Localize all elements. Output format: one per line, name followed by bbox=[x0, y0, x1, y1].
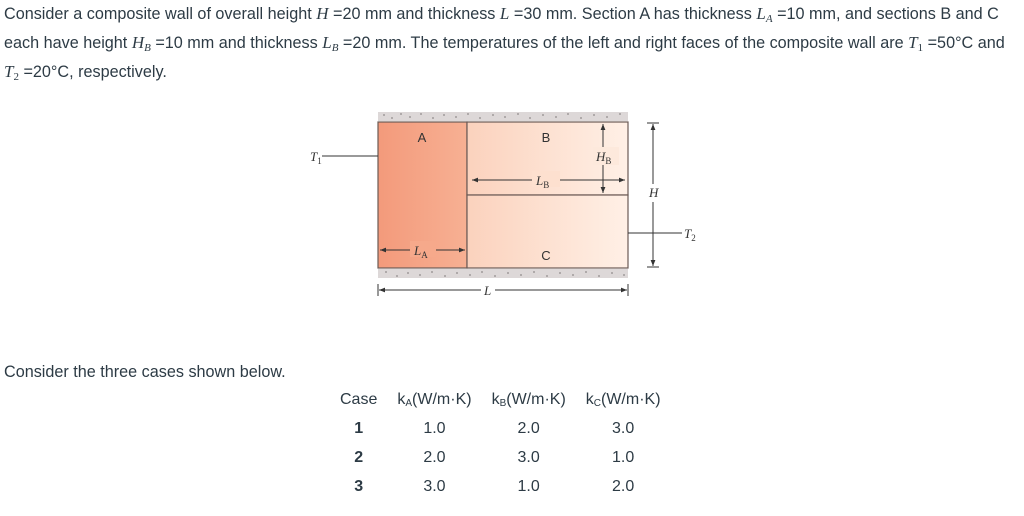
header-kB: kB(W/m·K) bbox=[491, 391, 566, 409]
label-section-A: A bbox=[417, 130, 427, 145]
L-label: L bbox=[484, 283, 492, 298]
var-LB: L bbox=[322, 33, 332, 52]
intro-text-3: =30 mm. Section A has thickness bbox=[509, 5, 757, 23]
label-section-C: C bbox=[541, 248, 551, 263]
kA-value: 1.0 bbox=[423, 419, 446, 437]
intro-text-8: =20°C, respectively. bbox=[18, 63, 167, 81]
HB-label: $H_B$ bbox=[596, 149, 612, 166]
kC-value: 2.0 bbox=[612, 477, 635, 495]
composite-wall-diagram bbox=[300, 100, 720, 300]
H-label: H bbox=[649, 185, 659, 200]
table-row bbox=[330, 414, 671, 443]
kC-value: 3.0 bbox=[612, 419, 635, 437]
kB-value: 2.0 bbox=[517, 419, 540, 437]
var-HB: H bbox=[131, 33, 145, 52]
var-T2-sub: 2 bbox=[13, 71, 19, 83]
table-row bbox=[330, 443, 671, 472]
intro-text-5: =10 mm and thickness bbox=[150, 34, 323, 52]
label-section-B: B bbox=[541, 130, 551, 145]
insulation-top bbox=[378, 112, 628, 121]
intro-text-6: =20 mm. The temperatures of the left and right faces of the composite wall are bbox=[338, 34, 909, 52]
case-number: 2 bbox=[354, 448, 364, 466]
var-T2: T bbox=[4, 62, 14, 81]
problem-statement bbox=[4, 2, 1020, 89]
kA-value: 2.0 bbox=[423, 448, 446, 466]
intro-text-4: =10 mm, and sections B and C each have height bbox=[4, 5, 999, 52]
var-L: L bbox=[499, 4, 510, 23]
T1-label: $T_1$ bbox=[310, 149, 322, 166]
intro-text-2: =20 mm and thickness bbox=[328, 5, 500, 23]
header-case: Case bbox=[340, 391, 378, 408]
var-T1-sub: 1 bbox=[917, 42, 924, 54]
var-LB-sub: B bbox=[331, 42, 339, 54]
var-H: H bbox=[316, 4, 329, 23]
kB-value: 1.0 bbox=[517, 477, 540, 495]
cases-intro: Consider the three cases shown below. bbox=[4, 363, 286, 381]
table-header-row bbox=[330, 386, 671, 414]
table-row bbox=[330, 472, 671, 501]
header-kC: kC(W/m·K) bbox=[585, 391, 661, 409]
case-number: 1 bbox=[354, 419, 364, 437]
intro-text-1: Consider a composite wall of overall height bbox=[4, 5, 317, 23]
header-kA: kA(W/m·K) bbox=[397, 391, 472, 409]
insulation-bottom bbox=[378, 269, 628, 278]
LA-label: $L_A$ bbox=[414, 243, 428, 260]
kA-value: 3.0 bbox=[423, 477, 446, 495]
case-number: 3 bbox=[354, 477, 364, 495]
T2-label: $T_2$ bbox=[684, 226, 696, 243]
kC-value: 1.0 bbox=[612, 448, 635, 466]
LB-label: $L_B$ bbox=[536, 173, 550, 190]
var-T1: T bbox=[908, 33, 918, 52]
var-LA: L bbox=[756, 4, 766, 23]
cases-table bbox=[330, 386, 671, 501]
kB-value: 3.0 bbox=[517, 448, 540, 466]
intro-text-7: =50°C and bbox=[923, 34, 1005, 52]
var-LA-sub: A bbox=[765, 13, 773, 25]
var-HB-sub: B bbox=[144, 42, 151, 54]
